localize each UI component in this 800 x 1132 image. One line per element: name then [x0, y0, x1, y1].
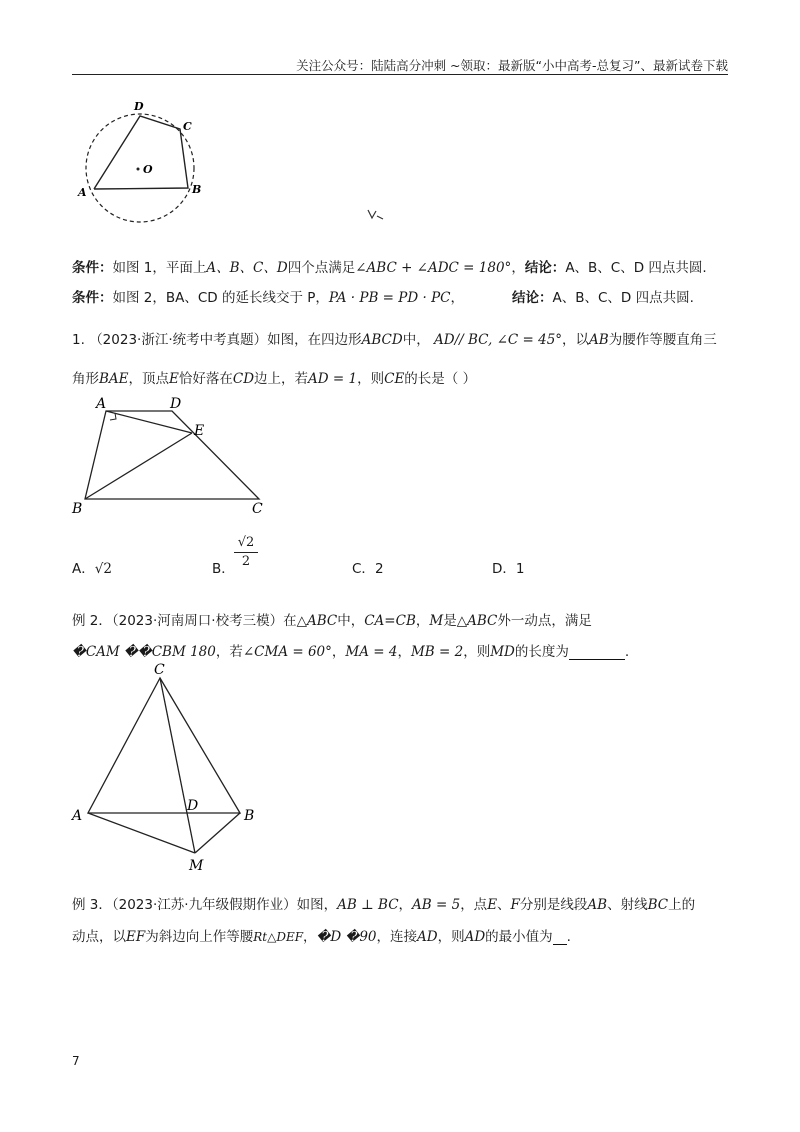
- page-header: 关注公众号：陆陆高分冲刺 ~领取：最新版“小中高考-总复习”、最新试卷下载: [296, 58, 728, 73]
- conclusion-2-text: A、B、C、D 四点共圆.: [552, 290, 694, 306]
- label-b: B: [244, 808, 255, 824]
- option-b[interactable]: B．: [212, 561, 235, 577]
- fraction-numerator: √2: [234, 534, 258, 553]
- question-1-figure: [66, 392, 276, 520]
- condition-1-tag: 条件：: [72, 260, 113, 276]
- conclusion-1-tag: 结论：: [524, 260, 566, 276]
- conclusion-2-line: [512, 286, 694, 306]
- segment-am: [88, 813, 195, 853]
- example-2-line-2: �CAM ��CBM 180，若∠CMA = 60°，MA = 4，MB = 2，则MD的长度为 .: [72, 644, 630, 660]
- circle-o: [86, 114, 194, 222]
- label-m: M: [189, 858, 204, 874]
- question-1-line-1: 1. （2023·浙江·统考中考真题）如图，在四边形ABCD中， AD// BC, ∠C = 45°，以AB为腰作等腰直角三: [72, 332, 717, 348]
- label-b: B: [192, 183, 202, 196]
- conclusion-2-tag: 结论：: [512, 290, 553, 306]
- condition-2-formula: PA · PB = PD · PC: [328, 290, 451, 306]
- fraction-denominator: 2: [241, 554, 251, 569]
- right-angle-mark: [110, 413, 116, 420]
- answer-blank[interactable]: [553, 930, 567, 945]
- question-1-number: 1.: [72, 332, 85, 348]
- center-dot: [137, 168, 140, 171]
- condition-2-line: 条件：如图 2，BA、CD 的延长线交于 P，PA · PB = PD · PC，: [72, 290, 464, 306]
- segment-ae: [106, 411, 192, 433]
- label-c: C: [154, 662, 165, 678]
- example-3-line-2: 动点，以EF为斜边向上作等腰Rt△DEF，�D �90，连接AD，则AD的最小值为 .: [72, 929, 571, 945]
- label-o: O: [143, 163, 153, 176]
- option-b-fraction: [234, 534, 258, 571]
- segment-be: [85, 433, 192, 499]
- example-2-figure: [66, 660, 266, 875]
- answer-blank[interactable]: [569, 645, 625, 660]
- segment-bm: [195, 813, 240, 853]
- example-3-line-1: 例 3．（2023·江苏·九年级假期作业）如图，AB ⊥ BC，AB = 5，点E、F分别是线段AB、射线BC上的: [72, 897, 696, 913]
- condition-1-line: 条件：如图 1，平面上A、B、C、D四个点满足∠ABC + ∠ADC = 180°，结论：A、B、C、D 四点共圆.: [72, 260, 707, 276]
- label-b: B: [72, 501, 83, 517]
- page-number: 7: [72, 1054, 80, 1068]
- label-d: D: [134, 100, 144, 113]
- label-d: D: [170, 396, 182, 412]
- figure-1-circle: [72, 98, 212, 233]
- header-rule: [72, 74, 728, 75]
- label-c: C: [183, 120, 192, 133]
- stray-mark: [366, 208, 386, 222]
- label-a: A: [96, 396, 107, 412]
- condition-1-formula: ∠ABC + ∠ADC = 180°: [355, 260, 512, 276]
- label-c: C: [252, 501, 263, 517]
- example-2-line-1: 例 2．（2023·河南周口·校考三模）在△ABC中，CA=CB，M是△ABC外一动点，满足: [72, 613, 592, 629]
- label-a: A: [78, 186, 87, 199]
- segment-cm: [160, 678, 195, 853]
- condition-2-tag: 条件：: [72, 290, 113, 306]
- conclusion-1-text: A、B、C、D 四点共圆.: [565, 260, 707, 276]
- option-d[interactable]: D．1: [492, 561, 525, 577]
- label-d: D: [187, 798, 199, 814]
- option-c[interactable]: C．2: [352, 561, 384, 577]
- trapezoid-abcd: [85, 411, 259, 499]
- question-1-line-2: 角形BAE，顶点E恰好落在CD边上，若AD = 1，则CE的长是（ ）: [72, 371, 477, 387]
- quad-adcb: [94, 116, 188, 189]
- label-e: E: [194, 423, 205, 439]
- label-a: A: [72, 808, 83, 824]
- option-a[interactable]: A．√2: [72, 561, 112, 577]
